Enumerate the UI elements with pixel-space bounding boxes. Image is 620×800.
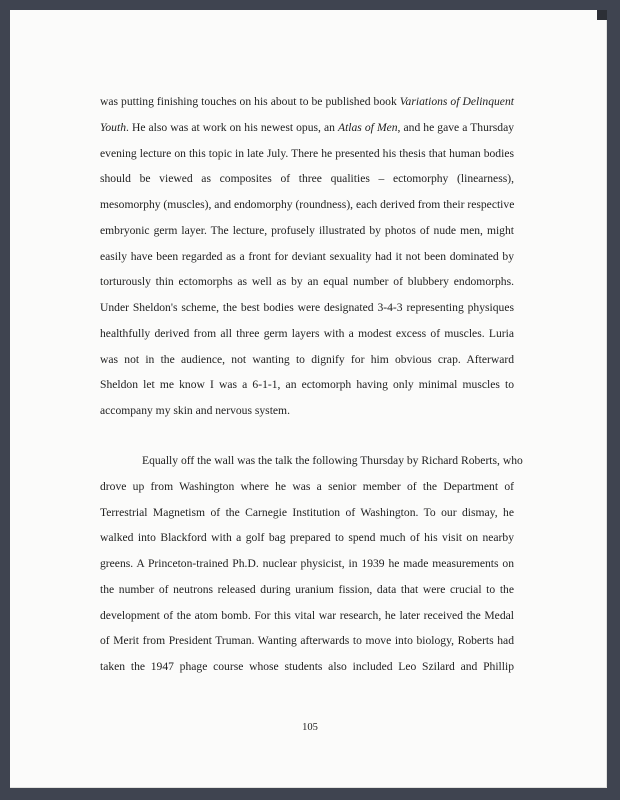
text-run: evening lecture on this topic in late July. There he presented his thesis that human bodies (100, 146, 514, 160)
paragraph-2 (100, 454, 523, 686)
page-number: 105 (302, 722, 318, 733)
text-run: greens. A Princeton-trained Ph.D. nuclear physicist, in 1939 he made measurements on (100, 557, 514, 570)
text-run: . He also was at work on his newest opus, an (126, 120, 338, 134)
text-line (100, 660, 514, 686)
text-run: was not in the audience, not wanting to dignify for him obvious crap. Afterward (100, 352, 514, 366)
italic-title-text: Youth (100, 120, 126, 134)
text-line (100, 327, 514, 353)
text-run: accompany my skin and nervous system. (100, 404, 290, 417)
text-run: the number of neutrons released during uranium fission, data that were crucial to the (100, 582, 514, 596)
text-run: torturously thin ectomorphs as well as by an equal number of blubbery endomorphs. (100, 275, 514, 289)
text-line (100, 454, 523, 480)
text-run: embryonic germ layer. The lecture, profusely illustrated by photos of nude men, might (100, 223, 514, 237)
text-line (100, 480, 514, 506)
text-line (100, 634, 514, 660)
text-run: taken the 1947 phage course whose students also included Leo Szilard and Phillip (100, 660, 514, 673)
text-run: should be viewed as composites of three qualities – ectomorphy (linearness), (100, 172, 514, 186)
text-run: drove up from Washington where he was a senior member of the Department of (100, 479, 514, 493)
text-run: was putting finishing touches on his about to be published book (100, 95, 400, 108)
text-run: , and he gave a Thursday (397, 120, 515, 134)
text-run: Terrestrial Magnetism of the Carnegie Institution of Washington. To our dismay, he (100, 505, 514, 519)
text-run: development of the atom bomb. For this vital war research, he later received the Medal (100, 608, 514, 622)
text-line (100, 609, 514, 635)
text-run: walked into Blackford with a golf bag prepared to spend much of his visit on nearby (100, 531, 514, 545)
text-line (100, 506, 514, 532)
text-line (100, 172, 514, 198)
text-line (100, 275, 514, 301)
text-run: of Merit from President Truman. Wanting afterwards to move into biology, Roberts had (100, 634, 514, 648)
text-run: healthfully derived from all three germ layers with a modest excess of muscles. Luria (100, 326, 514, 340)
text-line (100, 95, 514, 121)
text-run: Equally off the wall was the talk the following Thursday by Richard Roberts, who (142, 454, 523, 467)
text-line (100, 301, 514, 327)
italic-title-text: Atlas of Men (337, 120, 398, 134)
text-run: mesomorphy (muscles), and endomorphy (roundness), each derived from their respective (100, 198, 515, 211)
text-run: Sheldon let me know I was a 6-1-1, an ectomorph having only minimal muscles to (100, 378, 514, 392)
text-line (100, 557, 514, 583)
text-line (100, 250, 514, 276)
text-line (100, 583, 514, 609)
paragraph-1 (100, 95, 514, 430)
text-run: easily have been regarded as a front for deviant sexuality had it not been dominated by (100, 249, 514, 263)
text-line (100, 224, 514, 250)
text-line (100, 198, 514, 224)
text-line (100, 404, 514, 430)
italic-title-text: Variations of Delinquent (399, 95, 514, 108)
text-line (100, 531, 514, 557)
text-run: Under Sheldon's scheme, the best bodies were designated 3-4-3 representing physiques (100, 301, 514, 314)
text-line (100, 121, 514, 147)
scan-corner-mark (597, 10, 607, 20)
text-line (100, 353, 514, 379)
text-line (100, 147, 514, 173)
text-line (100, 378, 514, 404)
